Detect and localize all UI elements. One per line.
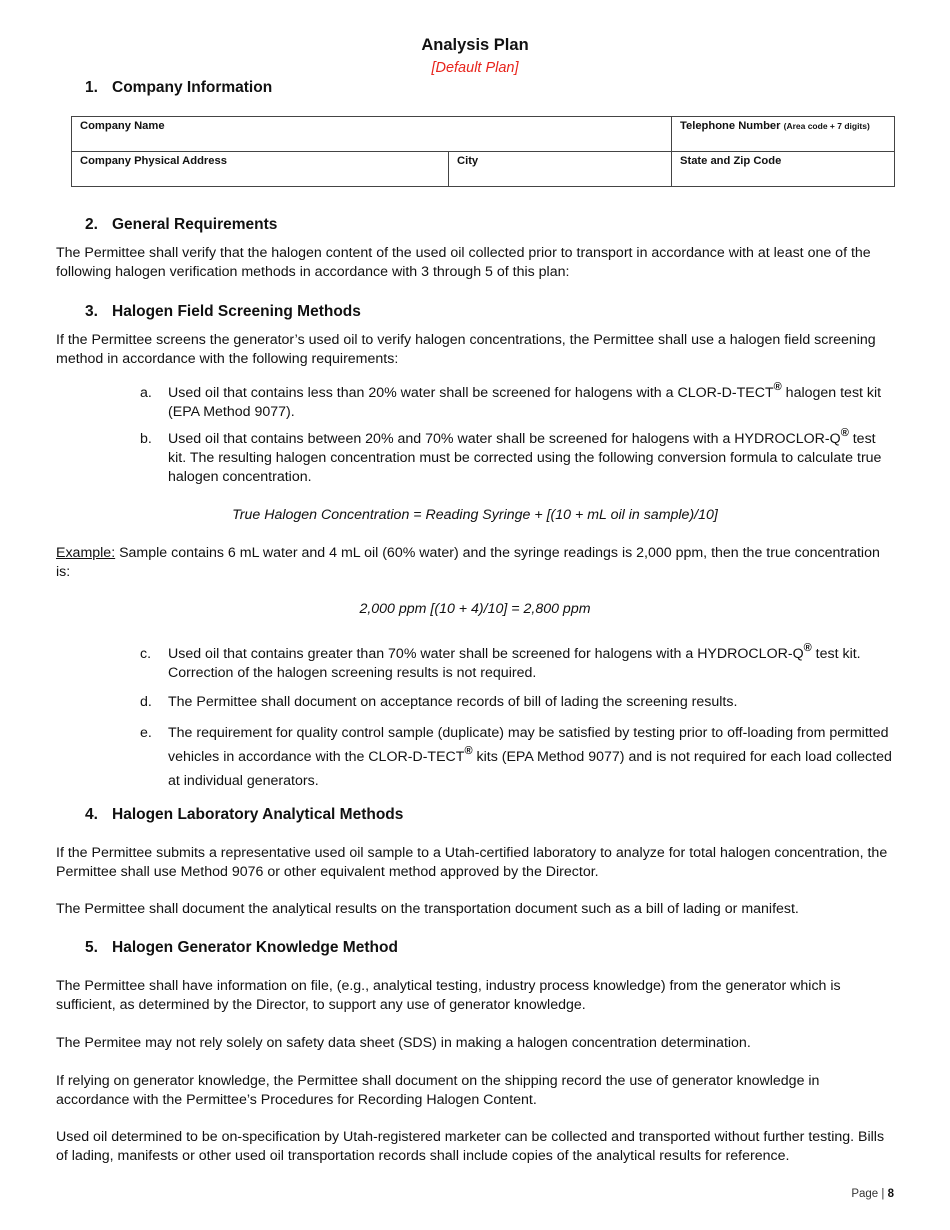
telephone-label: Telephone Number [680,120,781,132]
registered-mark: ® [773,381,782,394]
company-name-label: Company Name [80,120,165,132]
section-1-heading [85,78,272,97]
lab-methods-paragraph-1: If the Permittee submits a representative used oil sample to a Utah-certified laboratory to analyze for total halogen concentration, the Permittee shall use Method 9076 or other equivalent method approved by the Director. [56,845,888,880]
section-title: General Requirements [112,216,278,233]
section-title: Halogen Generator Knowledge Method [112,939,398,956]
telephone-field[interactable] [672,117,895,152]
page-label: Page | [851,1188,885,1200]
item-text-cont: test kit. The resulting halogen concentration must be corrected using the following conversion formula to calculate true halogen concentration. [168,431,882,485]
company-info-table [71,116,895,187]
list-item-c [140,642,896,683]
section-number: 3. [85,303,98,320]
list-item-e [140,721,896,793]
section-2-heading [85,215,277,234]
section-3-heading [85,302,361,321]
section-number: 5. [85,939,98,956]
registered-mark: ® [464,745,473,758]
section-number: 4. [85,806,98,823]
list-marker: e. [140,725,152,741]
example-label: Example: [56,545,116,561]
knowledge-paragraph-3: If relying on generator knowledge, the Permittee shall document on the shipping record the use of generator knowledge in accordance with the Permittee’s Procedures for Recording Halogen Content. [56,1073,820,1108]
page-title: Analysis Plan [421,36,529,54]
field-screening-intro: If the Permittee screens the generator’s used oil to verify halogen concentrations, the Permittee shall use a halogen field screening method in accordance with the following requirements: [56,332,876,367]
item-text-cont: halogen test kit (EPA Method 9077). [168,385,882,420]
item-text: The requirement for quality control sample (duplicate) may be satisfied by testing prior to off-loading from permitted vehicles in accordance with the CLOR-D-TECT [168,725,889,765]
conversion-formula: True Halogen Concentration = Reading Syringe + [(10 + mL oil in sample)/10] [232,507,718,523]
city-field[interactable] [449,152,672,187]
address-field[interactable] [72,152,449,187]
example-formula: 2,000 ppm [(10 + 4)/10] = 2,800 ppm [359,601,591,617]
city-label: City [457,155,479,167]
telephone-hint: (Area code + 7 digits) [783,121,870,131]
address-label: Company Physical Address [80,155,227,167]
list-item-d [140,693,896,712]
list-item-b [140,427,896,487]
item-text: Used oil that contains between 20% and 70% water shall be screened for halogens with a HYDROCLOR-Q [168,431,841,447]
general-requirements-text: The Permittee shall verify that the halogen content of the used oil collected prior to transport in accordance with at least one of the following halogen verification methods in accordance with 3 through 5 of this plan: [56,245,871,280]
plan-subtitle: [Default Plan] [431,60,519,76]
company-name-field[interactable] [72,117,672,152]
knowledge-paragraph-4: Used oil determined to be on-specification by Utah-registered marketer can be collected and transported without further testing. Bills of lading, manifests or other used oil transportation records shall include copies of the analytical results for reference. [56,1129,885,1164]
item-text: The Permittee shall document on acceptance records of bill of lading the screening results. [168,694,738,710]
list-marker: c. [140,646,152,662]
item-text: Used oil that contains greater than 70% water shall be screened for halogens with a HYDROCLOR-Q [168,646,804,662]
item-text: Used oil that contains less than 20% water shall be screened for halogens with a CLOR-D-TECT [168,385,774,401]
state-zip-field[interactable] [672,152,895,187]
section-title: Halogen Field Screening Methods [112,303,361,320]
list-marker: a. [140,385,152,401]
list-item-a [140,381,896,422]
item-text-cont: test kit. Correction of the halogen screening results is not required. [168,646,861,681]
section-number: 2. [85,216,98,233]
example-text: Sample contains 6 mL water and 4 mL oil (60% water) and the syringe readings is 2,000 ppm, then the true concentration is: [56,545,880,580]
example-paragraph [56,544,896,582]
page-number-footer [851,1185,894,1204]
section-5-heading [85,938,398,957]
knowledge-paragraph-1: The Permittee shall have information on file, (e.g., analytical testing, industry process knowledge) from the generator which is sufficient, as determined by the Director, to support any use of generator knowledge. [56,978,841,1013]
list-marker: d. [140,694,152,710]
item-text-cont: kits (EPA Method 9077) and is not required for each load collected at individual generators. [168,749,892,789]
state-zip-label: State and Zip Code [680,155,782,167]
section-title: Company Information [112,79,273,96]
section-4-heading [85,805,403,824]
section-number: 1. [85,79,98,96]
registered-mark: ® [840,427,849,440]
lab-methods-paragraph-2: The Permittee shall document the analytical results on the transportation document such as a bill of lading or manifest. [56,901,799,917]
page-number: 8 [887,1188,894,1200]
list-marker: b. [140,431,152,447]
section-title: Halogen Laboratory Analytical Methods [112,806,404,823]
knowledge-paragraph-2: The Permitee may not rely solely on safety data sheet (SDS) in making a halogen concentration determination. [56,1035,751,1051]
registered-mark: ® [803,642,812,655]
